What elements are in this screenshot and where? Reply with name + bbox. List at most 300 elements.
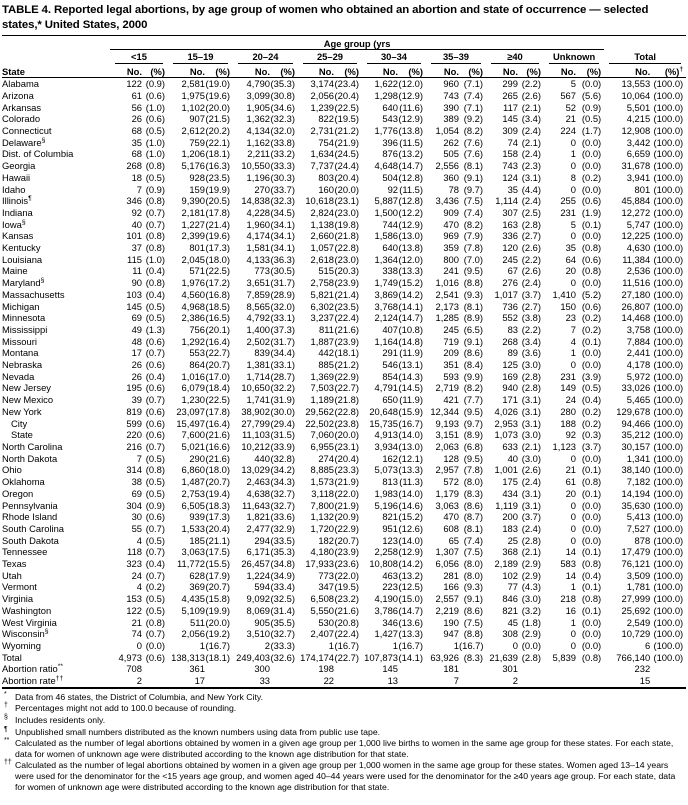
cell-percent: (100.0) [653,312,684,324]
cell-count: 1,714 [246,370,270,382]
cell-percent: (1.0) [145,253,165,265]
cell-count: 83 [507,323,518,335]
cell-percent: (7.4) [463,89,483,101]
cell-percent: (18.1) [205,651,230,663]
cell-count: 268 [502,335,518,347]
table-row [2,441,686,453]
cell-count: 2,181 [181,206,205,218]
cell-percent: (0.7) [145,569,165,581]
cell-count: 2,758 [310,277,334,289]
cell-count: 6,079 [181,382,205,394]
cell-count: 2,660 [310,230,334,242]
cell-count: 10,064 [621,89,651,101]
col-group-30-34: 30–34 [362,50,426,65]
cell-count: 5,021 [181,440,205,452]
cell-count: 1,298 [374,89,398,101]
cell-percent: (32.0) [270,125,295,136]
cell-percent: (0.5) [145,593,165,605]
cell-count: 304 [126,499,142,511]
cell-percent: (20.7) [205,476,230,488]
cell-count: 153 [126,593,142,605]
cell-percent: (19.8) [334,218,359,230]
cell-percent: (31.4) [270,604,295,616]
row-label: Pennsylvania [2,499,58,511]
cell-count: 2,463 [246,476,270,488]
cell-percent: (0.8) [581,265,602,277]
cell-count: 744 [382,218,398,230]
cell-count: 101 [126,230,142,242]
cell-count: 11,772 [177,558,205,570]
cell-count [544,675,576,688]
table-row [2,406,686,418]
cell-percent: (100.0) [653,593,684,605]
cell-count: 1,292 [181,335,205,347]
table-row [2,254,686,266]
cell-percent: (100.0) [653,300,684,312]
header-spacer [2,36,110,50]
cell-percent: (13.0) [398,440,423,452]
cell-count: 115 [127,253,142,265]
cell-count: 5 [570,78,576,90]
cell-percent: (8.7) [463,511,483,523]
cell-count: 2,731 [310,125,334,136]
cell-percent: (24.4) [334,160,359,172]
cell-percent: (12.8) [398,171,423,183]
row-label: Vermont [2,581,37,593]
cell-count: 1,102 [181,101,205,113]
cell-percent: (3.2) [521,604,541,616]
cell-count: 49 [131,323,142,335]
table-row [2,605,686,617]
cell-count: 61 [565,476,576,488]
row-label: City [11,417,28,429]
cell-percent: (100.0) [653,347,684,359]
col-header-no: No. [604,64,650,78]
cell-count: 276 [502,277,518,289]
cell-percent: (22.0) [334,569,359,581]
cell-percent: (0.6) [145,417,165,429]
cell-percent: (9.5) [463,452,483,464]
cell-percent: (23.9) [334,546,359,558]
cell-percent: (32.5) [270,593,295,605]
cell-percent: (8.1) [463,522,483,534]
row-label: Idaho [2,183,26,195]
cell-percent: (3.0) [521,429,541,441]
cell-count: 5,839 [552,651,576,663]
cell-count: 2,173 [435,300,459,312]
cell-count: 17 [131,347,142,359]
cell-percent: (100.0) [653,265,684,277]
cell-count: 3,436 [435,195,459,207]
cell-percent: (7.0) [463,253,483,265]
cell-percent: (29.4) [270,417,295,429]
footnotes [2,692,686,792]
cell-percent: (100.0) [653,370,684,382]
cell-count: 138,313 [171,651,205,663]
cell-count: 3,869 [374,288,398,300]
cell-count: 6,056 [435,558,459,570]
cell-percent: (0.8) [581,558,602,570]
cell-count: 39 [131,394,142,406]
cell-count: 819 [126,405,142,417]
cell-count: 190 [443,616,459,628]
footnote-text: Data from 46 states, the District of Columbia, and New York City. [15,691,264,702]
cell-count: 4,630 [626,242,651,254]
cell-count: 822 [318,113,334,125]
cell-percent: (16.7) [459,639,484,651]
cell-count: 128 [443,452,459,464]
cell-count: 470 [443,511,459,523]
cell-count: 7,527 [626,522,651,534]
cell-percent [576,675,604,688]
table-row [2,265,686,277]
cell-count: 4 [136,581,142,593]
cell-count: 77 [507,581,518,593]
cell-count: 839 [254,347,270,359]
cell-count: 231 [560,206,576,218]
cell-count: 640 [382,242,398,254]
cell-percent: (21.4) [334,288,359,300]
table-row [2,394,686,406]
table-row [2,277,686,289]
row-label: Illinois¶ [2,195,32,207]
cell-percent: (22.8) [334,242,359,254]
cell-percent: (35.3) [270,546,295,558]
cell-count: 1,500 [374,206,398,218]
cell-percent: (2.9) [521,628,541,640]
cell-count: 52 [565,101,576,113]
cell-percent: (13.3) [398,265,423,277]
cell-count: 2,556 [435,160,459,172]
cell-percent: (24.5) [334,148,359,160]
cell-count: 38,140 [621,464,651,476]
cell-count: 1,622 [374,78,398,90]
cell-count: 434 [502,487,518,499]
row-label: Iowa§ [2,218,26,230]
cell-percent: (21.4) [205,218,230,230]
cell-count: 650 [382,394,398,406]
cell-percent: (0.0) [581,359,602,371]
cell-percent: (33.6) [270,511,295,523]
cell-percent: (2.6) [521,265,541,277]
cell-percent: (2.7) [521,300,541,312]
cell-percent: (0.5) [145,534,165,546]
col-header-pct: (%) [518,64,544,78]
cell-percent: (22.1) [205,136,230,148]
cell-percent: (0.4) [581,394,602,406]
cell-percent: (100.0) [653,323,684,335]
cell-count: 0 [570,534,576,546]
table-row [2,102,686,114]
col-group-25-29: 25–29 [298,50,362,65]
cell-percent: (12.0) [398,253,423,265]
cell-count: 89 [507,347,518,359]
cell-count: 74 [507,136,518,148]
cell-percent: (17.8) [205,405,230,417]
cell-percent: (100.0) [653,639,684,651]
row-label: Dist. of Columbia [2,148,74,160]
cell-count: 3,786 [374,604,398,616]
cell-count: 26,807 [621,300,651,312]
cell-count: 876 [382,148,398,160]
cell-count: 3,099 [246,89,270,101]
cell-percent: (17.0) [205,370,230,382]
table-row [2,652,686,664]
cell-percent: (15.8) [205,593,230,605]
col-group-total: Total [604,50,686,65]
cell-count: 2,557 [435,593,459,605]
cell-percent: (100.0) [653,558,684,570]
cell-percent: (8.4) [463,359,483,371]
cell-count: 1,162 [246,136,270,148]
cell-count: 10,729 [621,628,651,640]
cell-percent: (22.7) [334,651,359,663]
cell-count: 1,364 [374,253,398,265]
cell-count: 92 [131,206,142,218]
cell-count: 2,719 [435,382,459,394]
cell-percent: (16.7) [398,417,423,429]
cell-count: 338 [382,265,398,277]
footnote [2,727,686,738]
cell-count: 150 [560,300,576,312]
cell-percent: (0.5) [145,487,165,499]
cell-percent: (20.7) [334,534,359,546]
cell-count: 2 [512,675,518,687]
cell-count: 7,884 [626,335,651,347]
cell-count: 543 [382,113,398,125]
row-label: Wisconsin§ [2,628,49,640]
table-row [2,125,686,137]
cell-count: 2,957 [435,464,459,476]
footnote-marker: § [44,628,49,636]
cell-percent: (1.0) [145,101,165,113]
cell-count: 0 [512,639,518,651]
cell-count: 2,502 [246,335,270,347]
cell-count: 294 [254,534,270,546]
cell-percent: (32.7) [270,628,295,640]
cell-percent: (37.3) [270,323,295,335]
cell-count: 2,399 [181,230,205,242]
cell-percent: (0.5) [145,476,165,488]
cell-count: 2,753 [181,487,205,499]
table-row [2,558,686,570]
cell-percent: (0.2) [581,405,602,417]
cell-count: 5,413 [626,511,651,523]
cell-count: 122 [126,78,142,90]
cell-count: 5,550 [310,604,334,616]
row-label: Michigan [2,300,40,312]
cell-count: 5,972 [626,370,651,382]
cell-count: 1 [392,639,398,651]
cell-count: 13 [387,675,398,687]
cell-percent: (0.8) [581,476,602,488]
cell-percent: (22.4) [334,628,359,640]
cell-count: 307 [502,206,518,218]
cell-count: 12,344 [430,405,459,417]
cell-count: 175 [502,476,518,488]
cell-percent: (2.2) [521,323,541,335]
cell-count: 24 [565,394,576,406]
cell-percent: (3.1) [521,171,541,183]
row-label: North Dakota [2,452,58,464]
cell-percent: (7.8) [463,242,483,254]
cell-percent: (18.3) [205,499,230,511]
footnote-marker: ¶ [28,195,32,203]
cell-count: 9,092 [246,593,270,605]
cell-count: 7,600 [181,429,205,441]
cell-percent: (0.8) [145,195,165,207]
cell-percent: (2.6) [521,89,541,101]
cell-percent: (0.6) [581,253,602,265]
cell-percent: (14.7) [398,312,423,324]
cell-count: 4,174 [246,230,270,242]
cell-count: 1,381 [246,359,270,371]
row-label: Georgia [2,160,36,172]
cell-count: 0 [570,230,576,242]
cell-count: 583 [560,558,576,570]
cell-percent: (31.7) [270,335,295,347]
cell-percent: (30.5) [270,265,295,277]
footnote-marker: †† [55,675,64,682]
cell-count: 7,503 [310,382,334,394]
row-label: Oregon [2,487,34,499]
cell-percent: (19.9) [205,183,230,195]
cell-count: 1,573 [310,476,334,488]
cell-percent: (31.7) [270,277,295,289]
cell-percent: (0.6) [145,511,165,523]
table-row [2,148,686,160]
cell-percent: (3.1) [521,394,541,406]
cell-percent: (20.1) [205,323,230,335]
cell-percent: (0.1) [581,335,602,347]
col-group-15-19: 15–19 [168,50,233,65]
cell-count: 1,410 [552,288,576,300]
cell-count: 160 [318,183,334,195]
cell-count: 2,541 [435,288,459,300]
table-row [2,207,686,219]
cell-count: 4,026 [494,405,518,417]
cell-percent: (13.2) [398,569,423,581]
cell-count: 245 [502,253,518,265]
cell-percent: (17.9) [205,569,230,581]
cell-percent: (1.0) [145,148,165,160]
cell-percent: (33.2) [270,148,295,160]
cell-percent: (0.1) [581,581,602,593]
cell-percent: (32.2) [270,382,295,394]
cell-count: 107,873 [364,651,398,663]
table-row [2,371,686,383]
cell-percent: (10.8) [398,323,423,335]
cell-percent: (12.0) [398,78,423,90]
footnote [2,692,686,703]
cell-count: 1,821 [246,511,270,523]
cell-percent: (100.0) [653,171,684,183]
table-row [2,546,686,558]
cell-percent: (8.0) [463,569,483,581]
cell-count: 68 [131,148,142,160]
header-spacer [2,50,110,65]
cell-count: 3,063 [435,499,459,511]
cell-count: 245 [443,323,459,335]
cell-count: 1,230 [181,394,205,406]
cell-count: 854 [382,370,398,382]
row-label: New Mexico [2,394,54,406]
cell-count: 368 [502,546,518,558]
cell-count: 3,237 [310,312,334,324]
cell-percent: (3.8) [521,312,541,324]
row-label: Missouri [2,335,37,347]
cell-percent: (3.1) [521,405,541,417]
col-header-no: No. [110,64,142,78]
cell-count: 21 [131,616,142,628]
cell-percent: (2.4) [521,277,541,289]
cell-count: 7,060 [310,429,334,441]
cell-percent: (2.4) [521,195,541,207]
cell-percent: (100.0) [653,487,684,499]
cell-count: 1,976 [181,277,205,289]
cell-count: 14,194 [621,487,651,499]
cell-percent: (12.9) [398,89,423,101]
cell-percent: (16.7) [334,639,359,651]
cell-percent: (100.0) [653,148,684,160]
cell-percent: (21.6) [334,323,359,335]
cell-count: 766,140 [616,651,651,663]
table-row [2,675,686,688]
cell-percent: (32.3) [270,195,295,207]
cell-count: 16 [565,604,576,616]
table-row [2,347,686,359]
cell-count: 2,124 [374,312,398,324]
cell-percent: (22.7) [334,382,359,394]
cell-count: 301 [502,663,518,675]
cell-percent: (12.9) [398,546,423,558]
cell-count: 145 [126,300,142,312]
cell-count: 69 [131,312,142,324]
cell-count: 1,369 [310,370,334,382]
cell-count: 129,678 [616,405,651,417]
cell-percent: (2.2) [521,253,541,265]
cell-count: 5,887 [374,195,398,207]
cell-percent: (35.5) [270,616,295,628]
cell-percent: (3.1) [521,417,541,429]
cell-percent: (15.2) [398,511,423,523]
cell-count: 4,648 [374,160,398,172]
cell-percent: (19.6) [205,89,230,101]
row-label: New York [2,405,42,417]
row-label: Arkansas [2,101,42,113]
cell-count: 20 [565,487,576,499]
col-header-pct: (%) [334,64,362,78]
cell-percent: (18.4) [205,382,230,394]
cell-count: 940 [502,382,518,394]
cell-percent: (8.2) [463,125,483,136]
cell-percent: (2.4) [521,148,541,160]
table-row [2,593,686,605]
cell-percent: (33.3) [270,160,295,172]
col-header-no: No. [426,64,459,78]
cell-count: 25 [507,534,518,546]
cell-percent: (13.8) [398,242,423,254]
cell-count: 120 [502,242,518,254]
subheader-row [2,64,686,78]
cell-percent: (2.6) [521,464,541,476]
cell-percent: (22.7) [205,347,230,359]
cell-percent: (0.9) [145,78,165,90]
cell-percent: (100.0) [653,78,684,90]
row-label: Maryland§ [2,277,45,289]
cell-percent: (7.7) [463,394,483,406]
cell-percent: (14.1) [398,651,423,663]
